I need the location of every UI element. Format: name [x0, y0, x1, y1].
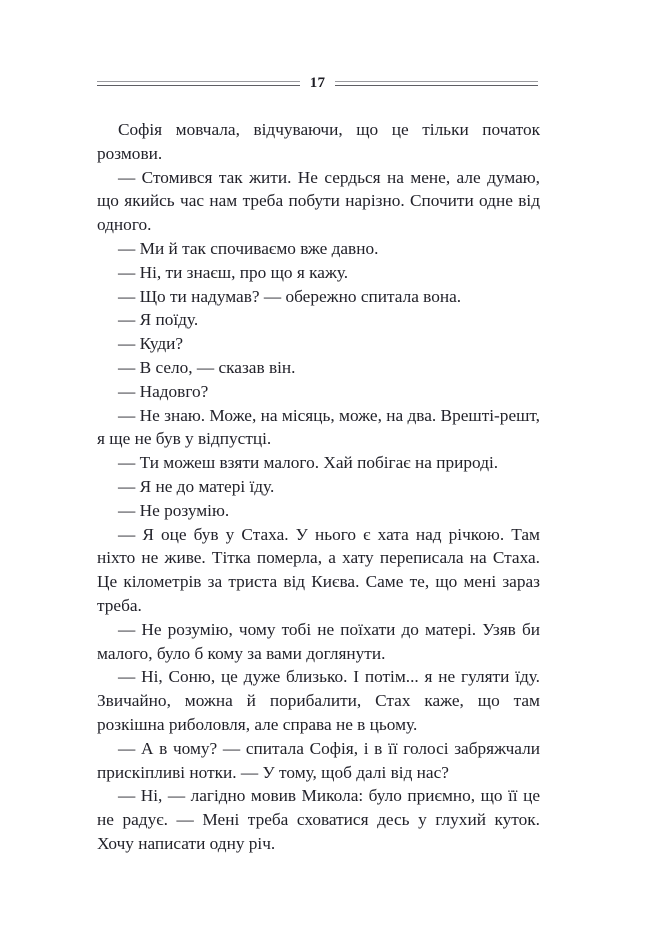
- paragraph-narration: Софія мовчала, відчуваючи, що це тільки початок розмови.: [97, 120, 540, 163]
- paragraph-dialogue: — Ми й так спочиваємо вже давно.: [118, 238, 379, 258]
- header-rule-left: [97, 81, 300, 86]
- paragraph-dialogue: — Не розумію.: [118, 500, 230, 520]
- page-number: 17: [309, 74, 326, 91]
- body-text-block: [97, 118, 540, 856]
- running-header: [97, 70, 538, 96]
- paragraph-dialogue: — В село, — сказав він.: [118, 357, 296, 377]
- paragraph-dialogue: — Стомився так жити. Не сердься на мене, але думаю, що якийсь час нам треба побути нарізно. Спочити одне від одного.: [97, 167, 540, 235]
- paragraph-dialogue: — Ти можеш взяти малого. Хай побігає на природі.: [118, 453, 499, 473]
- paragraph-dialogue: — Ні, Соню, це дуже близько. І потім... я не гуляти їду. Звичайно, можна й порибалити, Стах каже, що там розкішна риболовля, але справа не в цьому.: [97, 667, 540, 734]
- paragraph-dialogue: — Що ти надумав? — обережно спитала вона.: [118, 286, 462, 306]
- paragraph-dialogue: — Куди?: [118, 334, 184, 354]
- paragraph-dialogue: — Не розумію, чому тобі не поїхати до матері. Узяв би малого, було б кому за вами доглянути.: [97, 619, 540, 663]
- header-rule-right: [335, 81, 538, 86]
- paragraph-dialogue: — Я поїду.: [118, 310, 199, 330]
- paragraph-dialogue: — Ні, ти знаєш, про що я кажу.: [118, 262, 349, 282]
- paragraph-dialogue: — Я не до матері їду.: [118, 476, 275, 496]
- paragraph-dialogue: — Надовго?: [118, 381, 209, 401]
- paragraph-dialogue: — А в чому? — спитала Софія, і в її голосі забряжчали прискіпливі нотки. — У тому, щоб далі від нас?: [97, 738, 540, 782]
- paragraph-dialogue: — Не знаю. Може, на місяць, може, на два. Врешті-решт, я ще не був у відпустці.: [97, 405, 540, 449]
- paragraph-dialogue: — Ні, — лагідно мовив Микола: було приємно, що її це не радує. — Мені треба сховатися десь у глухий куток. Хочу написати одну річ.: [97, 786, 540, 853]
- paragraph-dialogue: — Я оце був у Стаха. У нього є хата над річкою. Там ніхто не живе. Тітка померла, а хату переписала на Стаха. Це кілометрів за триста від Києва. Саме те, що мені зараз треба.: [97, 524, 540, 615]
